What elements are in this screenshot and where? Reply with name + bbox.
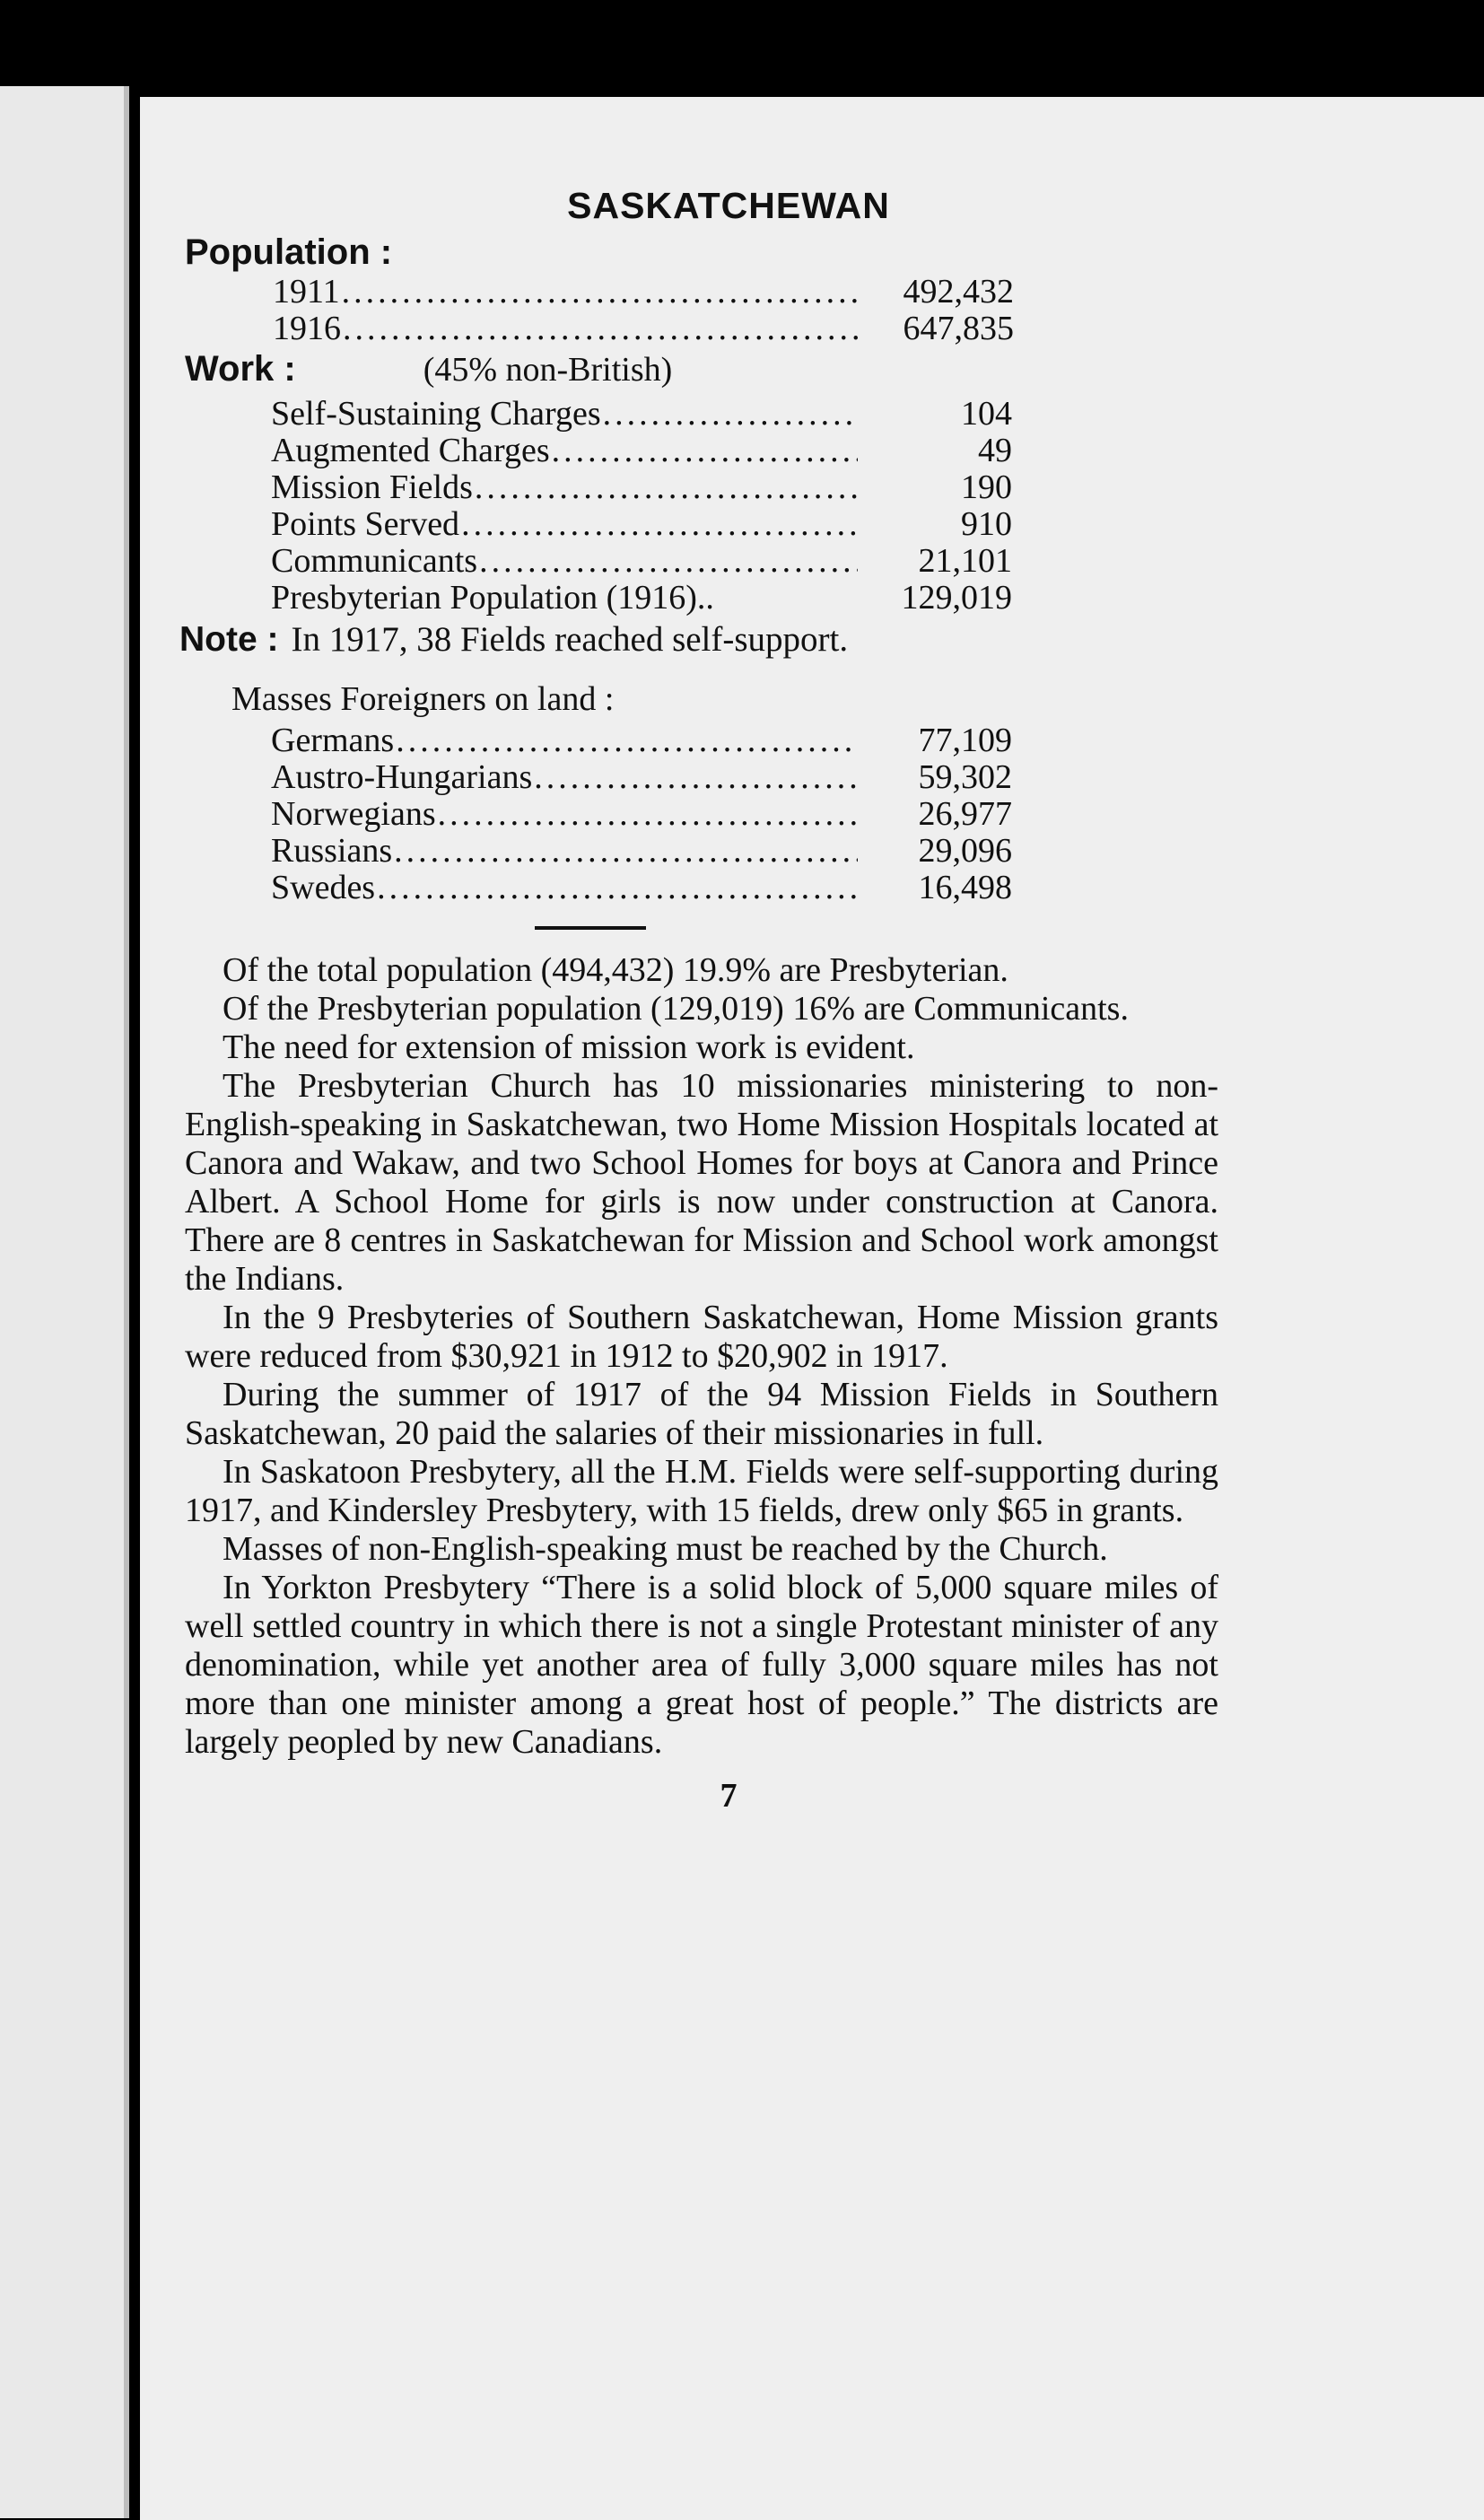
work-heading: Work : bbox=[185, 349, 296, 389]
row-label: Presbyterian Population (1916).. bbox=[271, 579, 714, 617]
row-label: Russians bbox=[271, 832, 393, 870]
paragraph: Of the Presbyterian population (129,019) 16% are Communicants. bbox=[223, 990, 1129, 1028]
row-value: 647,835 bbox=[903, 310, 1014, 347]
body-text bbox=[185, 951, 1218, 1762]
page-title: SASKATCHEWAN bbox=[567, 185, 890, 226]
leader-dots bbox=[343, 311, 860, 347]
row-label: 1916 bbox=[273, 310, 341, 347]
note-text: In 1917, 38 Fields reached self-support. bbox=[291, 620, 849, 659]
row-value: 129,019 bbox=[901, 579, 1012, 617]
foreigners-section bbox=[185, 679, 1218, 906]
foreigners-rows bbox=[271, 722, 1012, 906]
leader-dots bbox=[475, 469, 858, 506]
work-row bbox=[271, 506, 1012, 543]
foreigners-row bbox=[271, 833, 1012, 870]
self-support-note bbox=[179, 620, 1218, 660]
work-row bbox=[271, 543, 1012, 580]
row-value: 492,432 bbox=[903, 273, 1014, 311]
work-row bbox=[271, 433, 1012, 469]
row-label: 1911 bbox=[273, 273, 340, 311]
paragraph: In the 9 Presbyteries of Southern Saskatchewan, Home Mission grants were reduced from $30,921 in 1912 to $20,902 in 1917. bbox=[185, 1299, 1218, 1375]
row-value: 29,096 bbox=[918, 832, 1012, 870]
leader-dots bbox=[479, 543, 858, 580]
leader-dots bbox=[461, 506, 858, 543]
work-row bbox=[271, 580, 1012, 617]
row-value: 910 bbox=[961, 505, 1012, 543]
leader-dots bbox=[396, 722, 858, 759]
row-label: Self-Sustaining Charges bbox=[271, 395, 601, 433]
row-label: Points Served bbox=[271, 505, 460, 543]
paragraph: The need for extension of mission work is evident. bbox=[223, 1028, 915, 1066]
leader-dots bbox=[552, 433, 858, 469]
work-row bbox=[271, 469, 1012, 506]
row-label: Norwegians bbox=[271, 795, 436, 833]
row-label: Germans bbox=[271, 722, 395, 759]
note-heading: Note : bbox=[179, 620, 279, 659]
foreigners-heading: Masses Foreigners on land : bbox=[231, 680, 615, 718]
paragraph: Of the total population (494,432) 19.9% are Presbyterian. bbox=[223, 951, 1008, 989]
work-rows bbox=[271, 396, 1012, 617]
population-row bbox=[273, 311, 1014, 347]
work-section bbox=[185, 347, 1218, 617]
leader-dots bbox=[342, 274, 860, 311]
paragraph: In Yorkton Presbytery “There is a solid block of 5,000 square miles of well settled country in which there is not a single Protestant minister of any denomination, while yet another area of fully 3,000 square miles has not more than one minister among a great host of people.” The districts are largely peopled by new Canadians. bbox=[185, 1569, 1218, 1761]
work-row bbox=[271, 396, 1012, 433]
paragraph: In Saskatoon Presbytery, all the H.M. Fields were self-supporting during 1917, and Kindersley Presbytery, with 15 fields, drew only $65 in grants. bbox=[185, 1453, 1218, 1529]
row-label: Mission Fields bbox=[271, 468, 473, 506]
leader-dots bbox=[603, 396, 858, 433]
row-value: 104 bbox=[961, 395, 1012, 433]
leader-dots bbox=[438, 796, 858, 833]
row-value: 77,109 bbox=[918, 722, 1012, 759]
foreigners-row bbox=[271, 722, 1012, 759]
row-value: 190 bbox=[961, 468, 1012, 506]
row-value: 49 bbox=[978, 432, 1012, 469]
non-british-note: (45% non-British) bbox=[423, 351, 673, 389]
page-content bbox=[179, 185, 1218, 1816]
row-value: 26,977 bbox=[918, 795, 1012, 833]
row-label: Communicants bbox=[271, 542, 478, 580]
leader-dots bbox=[394, 833, 858, 870]
foreigners-row bbox=[271, 796, 1012, 833]
population-heading: Population : bbox=[185, 232, 393, 272]
foreigners-row bbox=[271, 759, 1012, 796]
foreigners-row bbox=[271, 870, 1012, 906]
page-number: 7 bbox=[720, 1777, 738, 1815]
paragraph: The Presbyterian Church has 10 missionaries ministering to non-English-speaking in Saskatchewan, two Home Mission Hospitals located at Canora and Wakaw, and two School Homes for boys at Canora and Prince Albert. A School Home for girls is now under construction at Canora. There are 8 centres in Saskatchewan for Mission and School work amongst the Indians. bbox=[185, 1067, 1218, 1298]
row-label: Swedes bbox=[271, 869, 376, 906]
row-value: 21,101 bbox=[918, 542, 1012, 580]
row-value: 59,302 bbox=[918, 758, 1012, 796]
paragraph: Masses of non-English-speaking must be reached by the Church. bbox=[223, 1530, 1108, 1568]
leader-dots bbox=[534, 759, 858, 796]
row-label: Augmented Charges bbox=[271, 432, 550, 469]
population-rows bbox=[273, 274, 1014, 347]
section-divider bbox=[535, 926, 646, 930]
work-heading-line bbox=[185, 347, 1218, 390]
previous-page-edge bbox=[0, 86, 129, 2518]
row-label: Austro-Hungarians bbox=[271, 758, 533, 796]
paragraph: During the summer of 1917 of the 94 Mission Fields in Southern Saskatchewan, 20 paid the salaries of their missionaries in full. bbox=[185, 1376, 1218, 1452]
row-value: 16,498 bbox=[918, 869, 1012, 906]
population-row bbox=[273, 274, 1014, 311]
leader-dots bbox=[377, 870, 858, 906]
population-section bbox=[185, 231, 1218, 347]
